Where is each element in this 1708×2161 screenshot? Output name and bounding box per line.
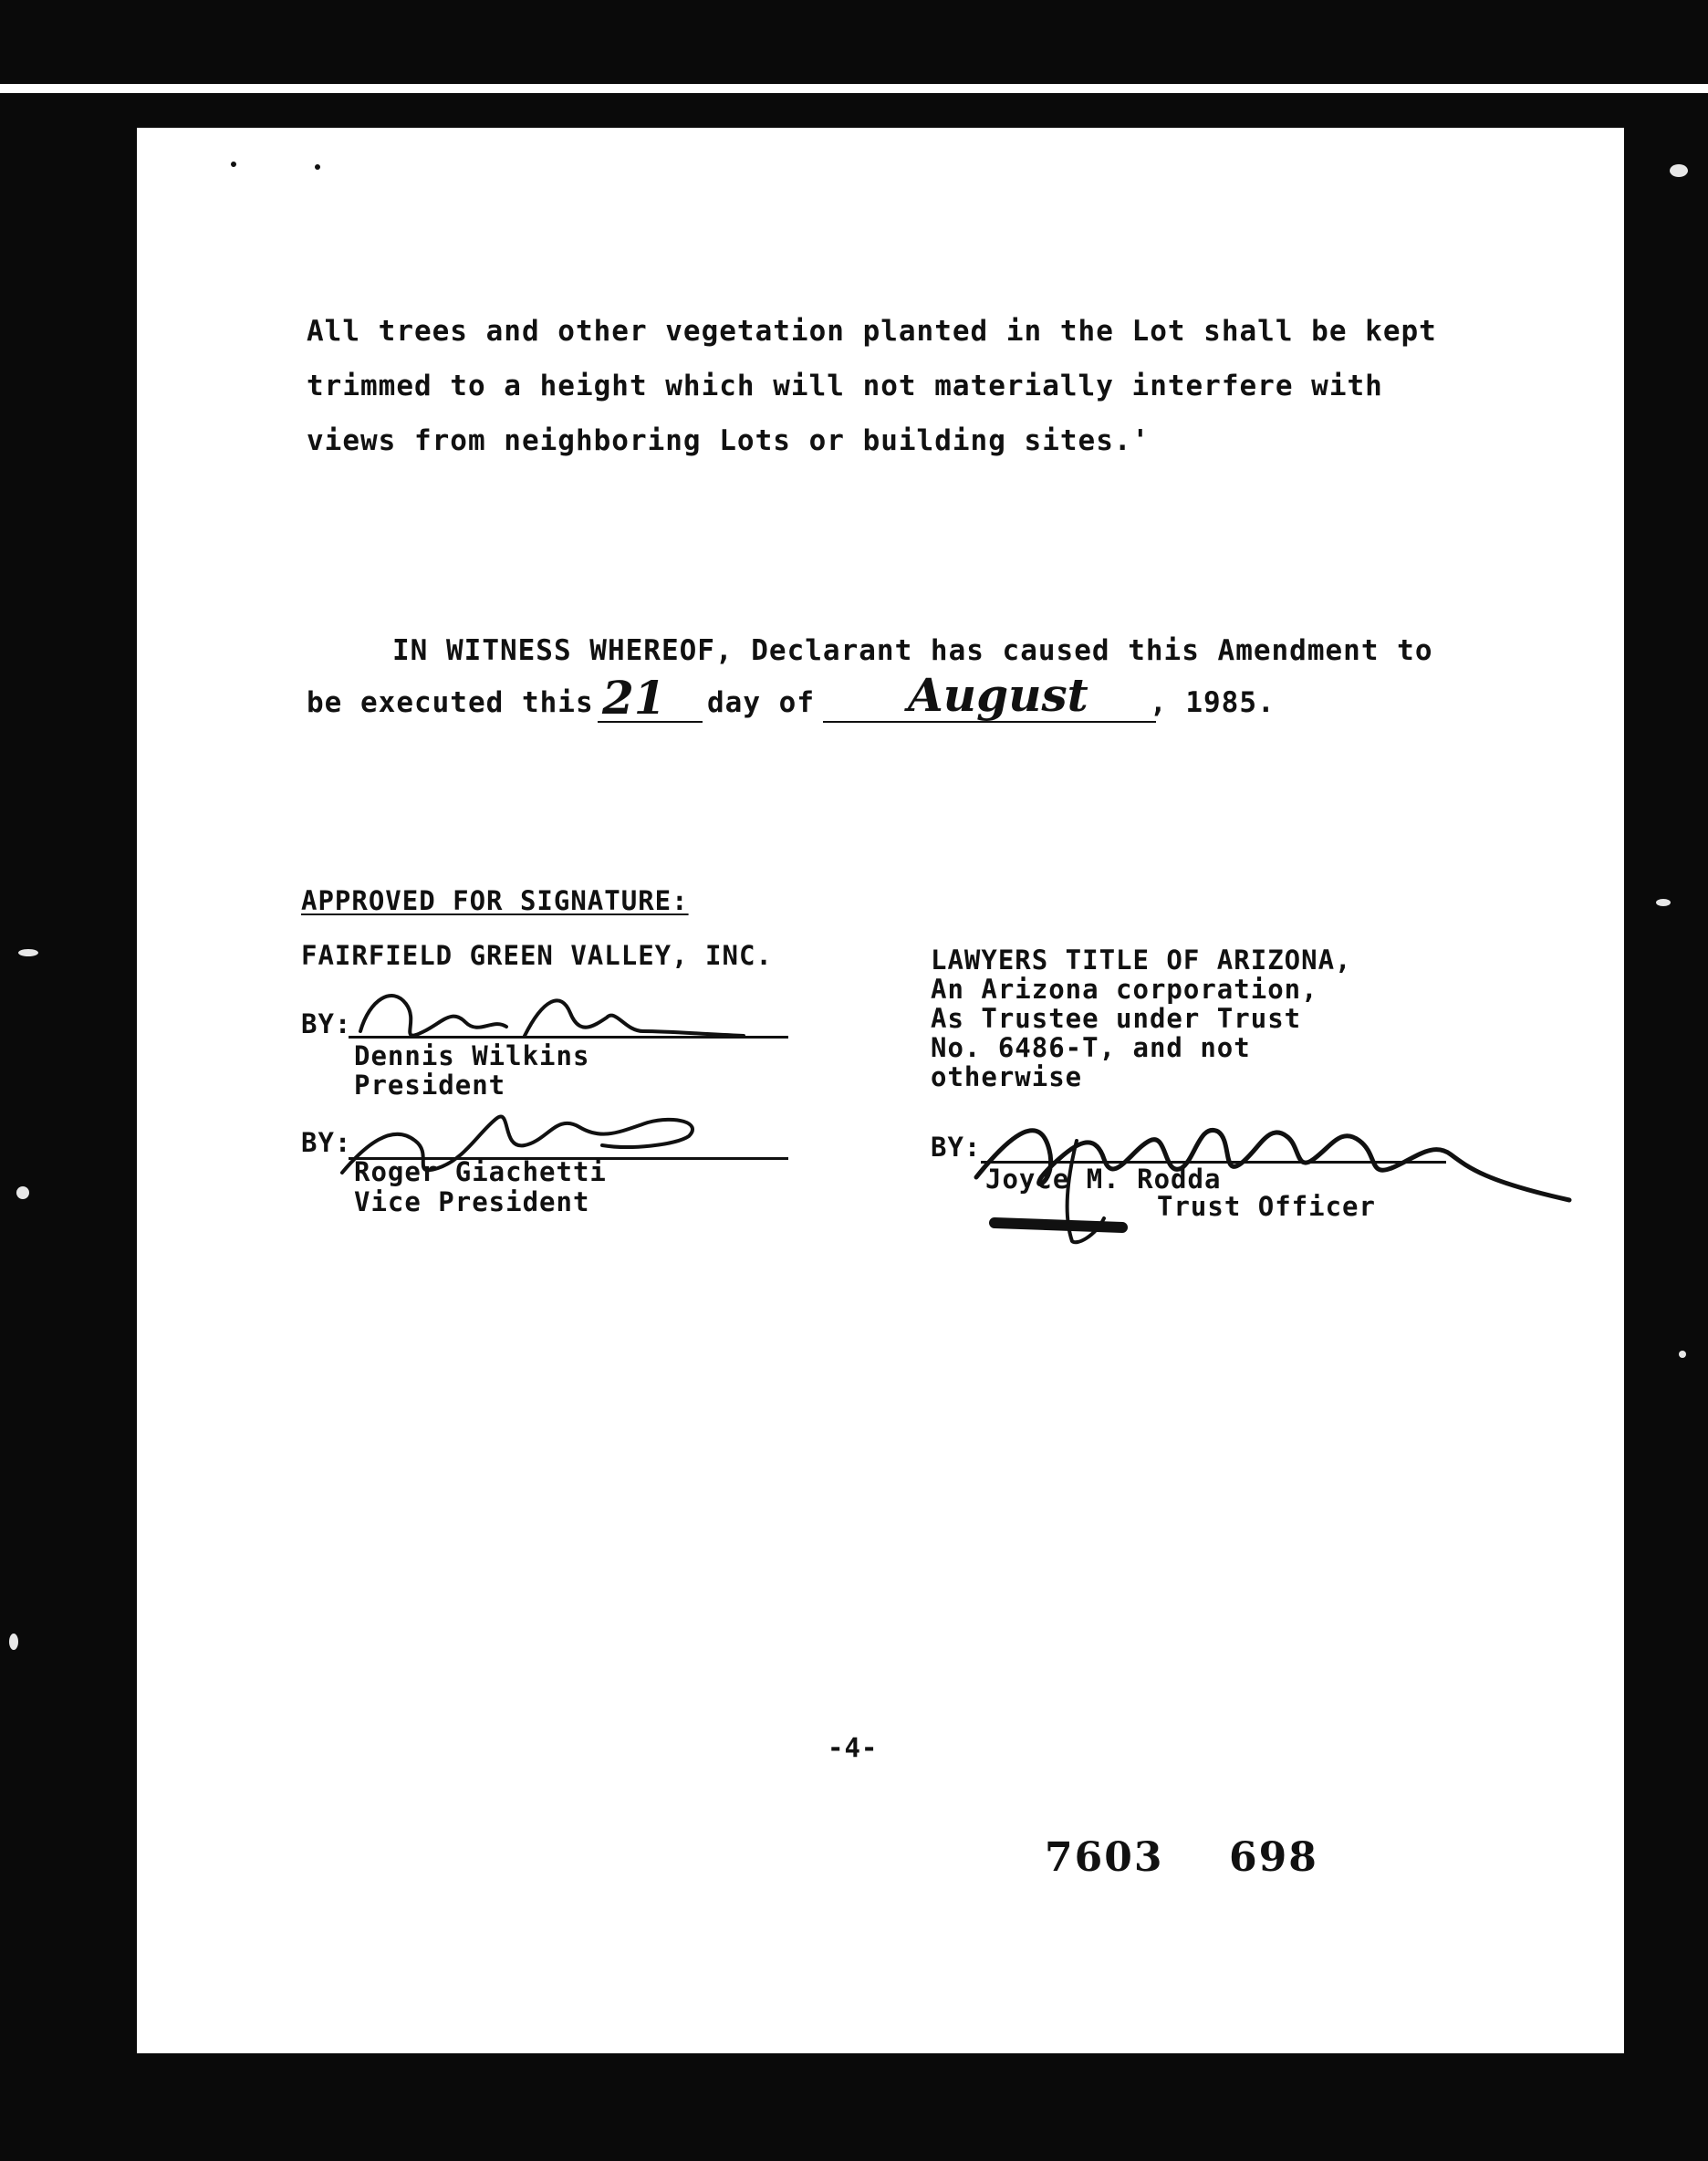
- witness-prefix: be executed this: [307, 686, 594, 719]
- right-signer-by: BY:: [931, 1132, 982, 1163]
- handwritten-day: 21: [602, 671, 666, 725]
- signer1-by: BY:: [301, 1008, 352, 1039]
- signer1-signature: [342, 981, 762, 1054]
- witness-line: IN WITNESS WHEREOF, Declarant has caused this Amendment to: [392, 634, 1433, 667]
- punch-dot: [231, 162, 236, 167]
- witness-year: , 1985.: [1150, 686, 1276, 719]
- scan-speck: [16, 1186, 29, 1199]
- scan-speck: [9, 1634, 18, 1650]
- paragraph-line: trimmed to a height which will not materially interfere with: [307, 370, 1383, 402]
- scan-speck: [18, 949, 38, 956]
- paragraph-line: views from neighboring Lots or building sites.': [307, 424, 1151, 457]
- right-line: No. 6486-T, and not: [931, 1032, 1251, 1063]
- right-signature: [940, 1095, 1578, 1250]
- approved-heading: APPROVED FOR SIGNATURE:: [301, 885, 689, 916]
- page-number: -4-: [828, 1732, 879, 1763]
- document-page: [137, 128, 1624, 2053]
- stamp-number-left: 7603: [1045, 1834, 1164, 1881]
- witness-day-of: day of: [707, 686, 815, 719]
- right-line: LAWYERS TITLE OF ARIZONA,: [931, 945, 1352, 976]
- handwritten-month: August: [908, 668, 1088, 722]
- scan-speck: [1656, 899, 1671, 906]
- scan-top-edge: [0, 84, 1708, 93]
- signer2-signature: [328, 1095, 748, 1186]
- signer1-title: President: [354, 1070, 506, 1101]
- signer2-name: Roger Giachetti: [354, 1156, 607, 1187]
- right-signer-title: Trust Officer: [1157, 1191, 1376, 1222]
- paragraph-line: All trees and other vegetation planted in the Lot shall be kept: [307, 315, 1437, 348]
- signer2-title: Vice President: [354, 1186, 590, 1217]
- right-signer-name: Joyce M. Rodda: [985, 1164, 1222, 1195]
- right-line: An Arizona corporation,: [931, 974, 1318, 1005]
- left-company: FAIRFIELD GREEN VALLEY, INC.: [301, 940, 773, 971]
- right-line: otherwise: [931, 1061, 1083, 1092]
- signer1-name: Dennis Wilkins: [354, 1040, 590, 1071]
- scan-speck: [1670, 164, 1688, 177]
- right-line: As Trustee under Trust: [931, 1003, 1302, 1034]
- stamp-number-right: 698: [1229, 1834, 1318, 1881]
- punch-dot: [315, 164, 320, 170]
- signer2-by: BY:: [301, 1127, 352, 1158]
- scan-speck: [1679, 1351, 1686, 1358]
